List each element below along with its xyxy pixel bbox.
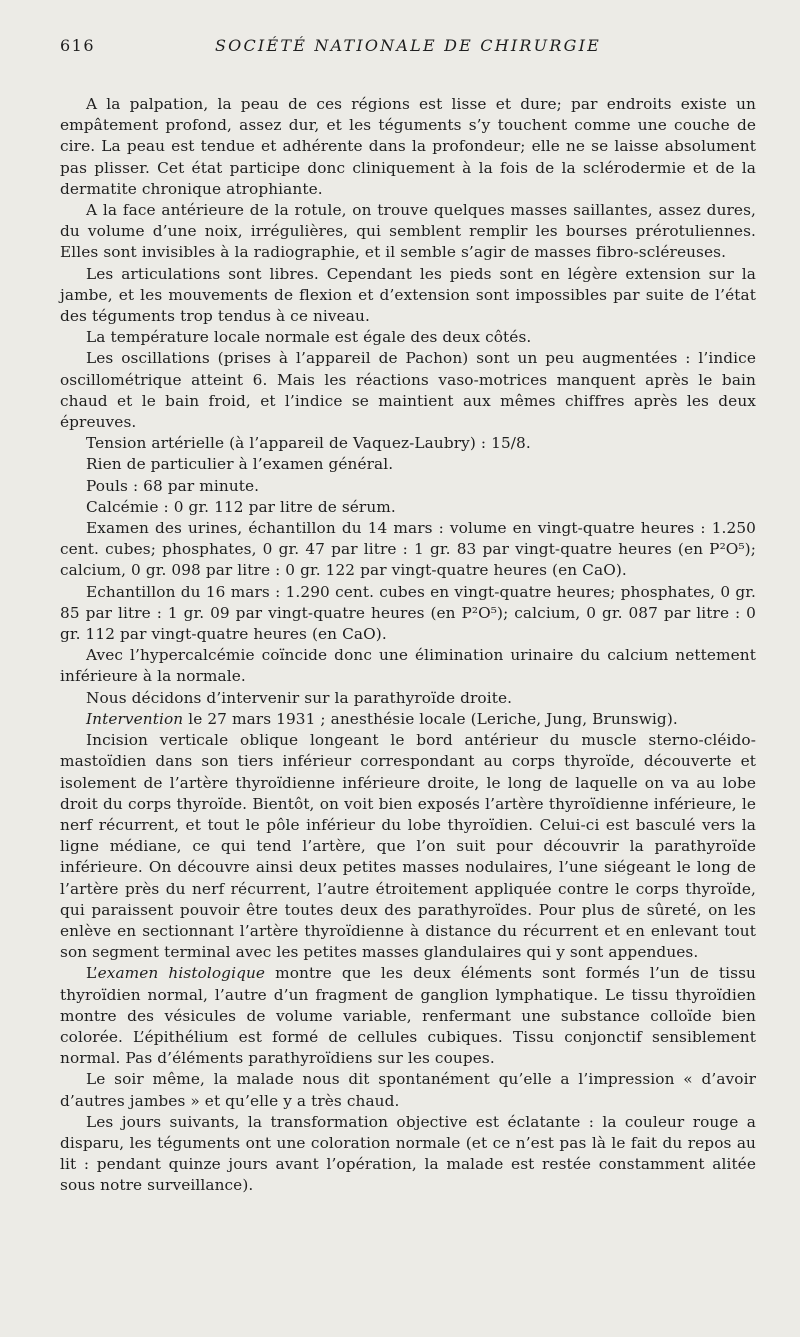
paragraph: Les oscillations (prises à l’appareil de Pachon) sont un peu augmentées : l’indice oscillométrique atteint 6. Mais les réactions vaso-motrices manquent après le bain chaud et le bain froid, et l’indice se maintient aux mêmes chiffres après les deux épreuves. <box>60 349 756 432</box>
paragraph: A la palpation, la peau de ces régions est lisse et dure; par endroits existe un empâtement profond, assez dur, et les téguments s’y touchent comme une couche de cire. La peau est tendue et adhérente dans la profondeur; elle ne se laisse absolument pas plisser. Cet état participe donc cliniquement à la fois de la sclérodermie et de la dermatite chronique atrophiante. <box>60 95 756 198</box>
intervention-label: Intervention <box>86 709 184 728</box>
paragraph: Rien de particulier à l’examen général. <box>86 455 394 474</box>
histology-prefix: L’ <box>86 964 98 983</box>
paragraph: A la face antérieure de la rotule, on trouve quelques masses saillantes, assez dures, du volume d’une noix, irrégulières, qui semblent remplir les bourses prérotuliennes. Elles sont invisibles à la radiographie, et il semble s’agir de masses fibro-scléreuses. <box>60 201 756 262</box>
page-number: 616 <box>60 36 96 55</box>
article-body <box>60 94 756 1197</box>
paragraph: Le soir même, la malade nous dit spontanément qu’elle a l’impression « d’avoir d’autres jambes » et qu’elle y a très chaud. <box>60 1070 756 1110</box>
histology-paragraph <box>60 963 756 1069</box>
intervention-paragraph <box>60 709 756 730</box>
paragraph: Tension artérielle (à l’appareil de Vaquez-Laubry) : 15/8. <box>86 434 531 453</box>
paragraph: Avec l’hypercalcémie coïncide donc une élimination urinaire du calcium nettement inférieure à la normale. <box>60 646 756 686</box>
histology-label: examen histologique <box>97 964 266 983</box>
running-head <box>60 36 756 66</box>
paragraph: Incision verticale oblique longeant le bord antérieur du muscle sterno-cléido-mastoïdien dans son tiers inférieur correspondant au corps thyroïde, découverte et isolement de l’artère thyroïdienne inférieure droite, le long de laquelle on va au lobe droit du corps thyroïde. Bientôt, on voit bien exposés l’artère thyroïdienne inférieure, le nerf récurrent, et tout le pôle inférieur du lobe thyroïdien. Celui-ci est basculé vers la ligne médiane, ce qui tend l’artère, que l’on suit pour découvrir la parathyroïde inférieure. On découvre ainsi deux petites masses nodulaires, l’une siégeant le long de l’artère près du nerf récurrent, l’autre étroitement appliquée contre le corps thyroïde, qui paraissent pouvoir être toutes deux des parathyroïdes. Pour plus de sûreté, on les enlève en sectionnant l’artère thyroïdienne à distance du récurrent et en enlevant tout son segment terminal avec les petites masses glandulaires qui y sont appendues. <box>60 731 756 962</box>
paragraph: Pouls : 68 par minute. <box>86 476 260 495</box>
paragraph: Nous décidons d’intervenir sur la parathyroïde droite. <box>86 688 513 707</box>
paragraph: Les articulations sont libres. Cependant les pieds sont en légère extension sur la jambe, et les mouvements de flexion et d’extension sont impossibles par suite de l’état des téguments trop tendus à ce niveau. <box>60 264 756 326</box>
paragraph: Les jours suivants, la transformation objective est éclatante : la couleur rouge a disparu, les téguments ont une coloration normale (et ce n’est pas là le fait du repos au lit : pendant quinze jours avant l’opération, la malade est restée constamment alitée sous notre surveillance). <box>60 1112 756 1195</box>
journal-title: SOCIÉTÉ NATIONALE DE CHIRURGIE <box>215 36 601 55</box>
paragraph: Echantillon du 16 mars : 1.290 cent. cubes en vingt-quatre heures; phosphates, 0 gr. 85 par litre : 1 gr. 09 par vingt-quatre heures (en P²O⁵); calcium, 0 gr. 087 par litre : 0 gr. 112 par vingt-quatre heures (en CaO). <box>60 582 756 644</box>
paragraph: Calcémie : 0 gr. 112 par litre de sérum. <box>86 497 396 516</box>
intervention-text: le 27 mars 1931 ; anesthésie locale (Leriche, Jung, Brunswig). <box>183 709 678 728</box>
paragraph: Examen des urines, échantillon du 14 mars : volume en vingt-quatre heures : 1.250 cent. cubes; phosphates, 0 gr. 47 par litre : 1 gr. 83 par vingt-quatre heures (en P²O⁵); calcium, 0 gr. 098 par litre : 0 gr. 122 par vingt-quatre heures (en CaO). <box>60 519 756 580</box>
histology-text: montre que les deux éléments sont formés l’un de tissu thyroïdien normal, l’autre d’un fragment de ganglion lymphatique. Le tissu thyroïdien montre des vésicules de volume variable, renfermant une substance colloïde bien colorée. L’épithélium est formé de cellules cubiques. Tissu conjonctif sensiblement normal. Pas d’éléments parathyroïdiens sur les coupes. <box>60 964 757 1068</box>
paragraph: La température locale normale est égale des deux côtés. <box>86 328 532 347</box>
